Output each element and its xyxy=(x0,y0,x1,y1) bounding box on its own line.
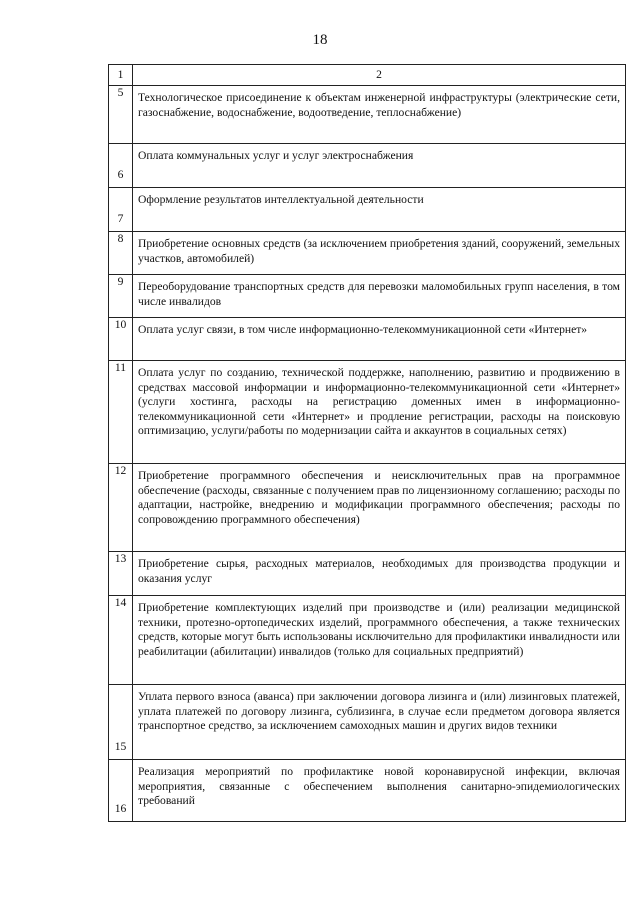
row-text: Оформление результатов интеллектуальной деятельности xyxy=(133,188,626,232)
row-number: 16 xyxy=(109,760,133,822)
expense-table xyxy=(108,64,626,822)
row-number: 13 xyxy=(109,552,133,596)
table-row xyxy=(109,86,626,144)
table-row xyxy=(109,464,626,552)
table-row xyxy=(109,144,626,188)
row-text: Уплата первого взноса (аванса) при заключении договора лизинга и (или) лизинговых платежей, уплата платежей по договору лизинга, сублизинга, в случае если предметом договора является транспортное средство, за исключением самоходных машин и других видов техники xyxy=(133,685,626,760)
row-number: 15 xyxy=(109,685,133,760)
table-row xyxy=(109,188,626,232)
row-number: 8 xyxy=(109,232,133,275)
row-text: Реализация мероприятий по профилактике новой коронавирусной инфекции, включая мероприятия, связанные с обеспечением выполнения санитарно-эпидемиологических требований xyxy=(133,760,626,822)
table-row xyxy=(109,685,626,760)
row-number: 11 xyxy=(109,361,133,464)
row-number: 12 xyxy=(109,464,133,552)
header-col-description: 2 xyxy=(133,65,626,86)
row-number: 5 xyxy=(109,86,133,144)
row-text: Оплата услуг по созданию, технической поддержке, наполнению, развитию и продвижению в средствах массовой информации и информационно-телекоммуникационной сети «Интернет» (услуги хостинга, расходы на регистрацию доменных имен в информационно-телекоммуникационной сети «Интернет» и продление регистрации, расходы на поисковую оптимизацию, услуги/работы по модернизации сайта и аккаунтов в социальных сетях) xyxy=(133,361,626,464)
row-text: Переоборудование транспортных средств для перевозки маломобильных групп населения, в том числе инвалидов xyxy=(133,275,626,318)
page-number: 18 xyxy=(312,32,328,48)
row-text: Оплата коммунальных услуг и услуг электроснабжения xyxy=(133,144,626,188)
table-row xyxy=(109,232,626,275)
row-number: 7 xyxy=(109,188,133,232)
row-text: Приобретение сырья, расходных материалов, необходимых для производства продукции и оказания услуг xyxy=(133,552,626,596)
table-row xyxy=(109,596,626,685)
row-text: Приобретение комплектующих изделий при производстве и (или) реализации медицинской техники, протезно-ортопедических изделий, программного обеспечения, а также технических средств, которые могут быть использованы исключительно для профилактики инвалидности или реабилитации (абилитации) инвалидов (только для социальных предприятий) xyxy=(133,596,626,685)
table-row xyxy=(109,361,626,464)
row-number: 9 xyxy=(109,275,133,318)
row-text: Оплата услуг связи, в том числе информационно-телекоммуникационной сети «Интернет» xyxy=(133,318,626,361)
header-col-number: 1 xyxy=(109,65,133,86)
table-row xyxy=(109,275,626,318)
row-number: 10 xyxy=(109,318,133,361)
row-number: 6 xyxy=(109,144,133,188)
row-text: Приобретение основных средств (за исключением приобретения зданий, сооружений, земельных участков, автомобилей) xyxy=(133,232,626,275)
table-row xyxy=(109,760,626,822)
row-text: Технологическое присоединение к объектам инженерной инфраструктуры (электрические сети, газоснабжение, водоснабжение, водоотведение, теплоснабжение) xyxy=(133,86,626,144)
table-header-row xyxy=(109,65,626,86)
table-row xyxy=(109,318,626,361)
table-row xyxy=(109,552,626,596)
row-text: Приобретение программного обеспечения и неисключительных прав на программное обеспечение (расходы, связанные с получением прав по лицензионному соглашению; расходы по адаптации, настройке, внедрению и модификации программного обеспечения; расходы по сопровождению программного обеспечения) xyxy=(133,464,626,552)
row-number: 14 xyxy=(109,596,133,685)
